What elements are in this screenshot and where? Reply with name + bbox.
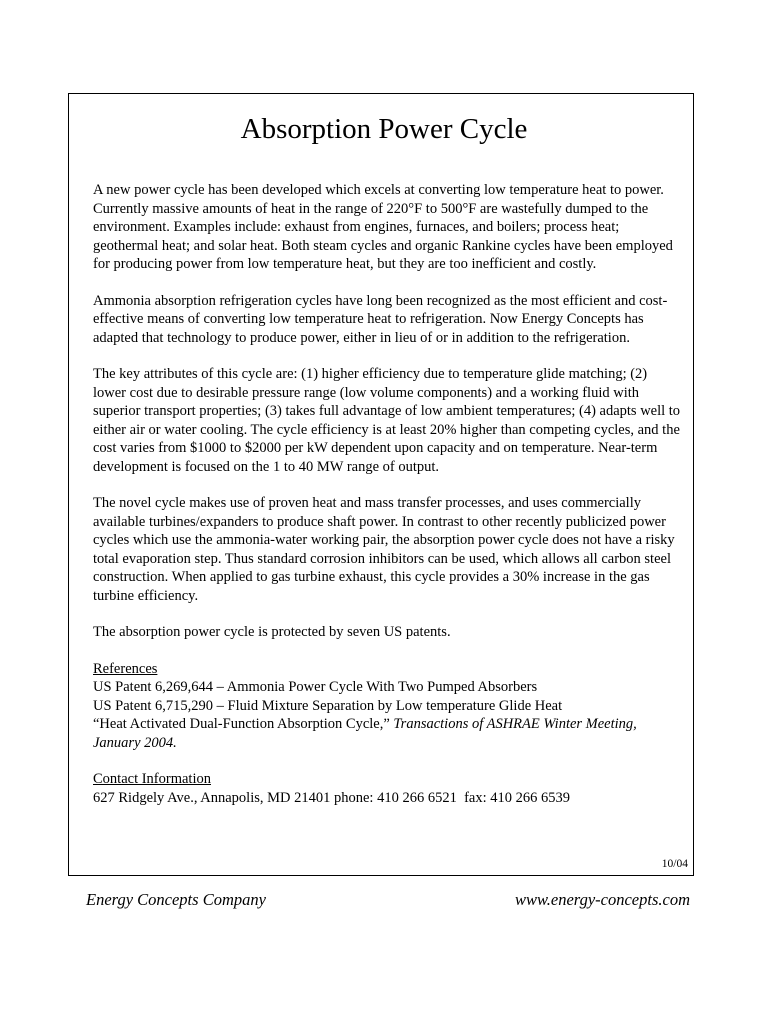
contact-heading: Contact Information — [93, 771, 211, 787]
contact-section — [93, 770, 681, 807]
reference-item: US Patent 6,715,290 – Fluid Mixture Separation by Low temperature Glide Heat — [93, 697, 563, 714]
footer-website[interactable]: www.energy-concepts.com — [514, 890, 690, 909]
page-title: Absorption Power Cycle — [240, 113, 528, 145]
citation-source: Transactions of ASHRAE Winter Meeting, January 2004. — [93, 716, 637, 751]
references-section — [93, 660, 681, 753]
citation-title: “Heat Activated Dual-Function Absorption Cycle,” — [93, 716, 394, 732]
references-heading: References — [93, 660, 158, 677]
paragraph-intro: A new power cycle has been developed which excels at converting low temperature heat to power. Currently massive amounts of heat in the range of 220°F to 500°F are wastefully dumped to the environment. Examples include: exhaust from engines, furnaces, and boilers; process heat; geothermal heat; and solar heat. Both steam cycles and organic Rankine cycles have been employed for producing power from low temperature heat, but they are too inefficient and costly. — [93, 182, 673, 272]
reference-citation — [93, 715, 681, 752]
footer-company: Energy Concepts Company — [86, 890, 266, 909]
document-body — [93, 181, 681, 825]
paragraph-key-attributes: The key attributes of this cycle are: (1) higher efficiency due to temperature glide matching; (2) lower cost due to desirable pressure range (low volume components) and a working fluid with superior transport properties; (3) takes full advantage of low ambient temperatures; (4) adapts well to either air or water cooling. The cycle efficiency is at least 20% higher than competing cycles, and the cost varies from $1000 to $2000 per kW dependent upon capacity and on temperature. Near-term development is focused on the 1 to 40 MW range of output. — [93, 366, 681, 475]
paragraph-novel-cycle: The novel cycle makes use of proven heat and mass transfer processes, and uses commercially available turbines/expanders to produce shaft power. In contrast to other recently publicized power cycles which use the ammonia-water working pair, the absorption power cycle does not have a risky total evaporation step. Thus standard corrosion inhibitors can be used, which allows all carbon steel construction. When applied to gas turbine exhaust, this cycle provides a 30% increase in the gas turbine efficiency. — [93, 495, 675, 604]
paragraph-patents: The absorption power cycle is protected by seven US patents. — [93, 624, 451, 640]
reference-item: US Patent 6,269,644 – Ammonia Power Cycle With Two Pumped Absorbers — [93, 679, 538, 695]
document-date: 10/04 — [661, 858, 688, 870]
contact-details: 627 Ridgely Ave., Annapolis, MD 21401 phone: 410 266 6521 fax: 410 266 6539 — [93, 789, 570, 806]
paragraph-ammonia: Ammonia absorption refrigeration cycles have long been recognized as the most efficient and cost-effective means of converting low temperature heat to refrigeration. Now Energy Concepts has adapted that technology to produce power, either in lieu of or in addition to the refrigeration. — [93, 292, 668, 346]
